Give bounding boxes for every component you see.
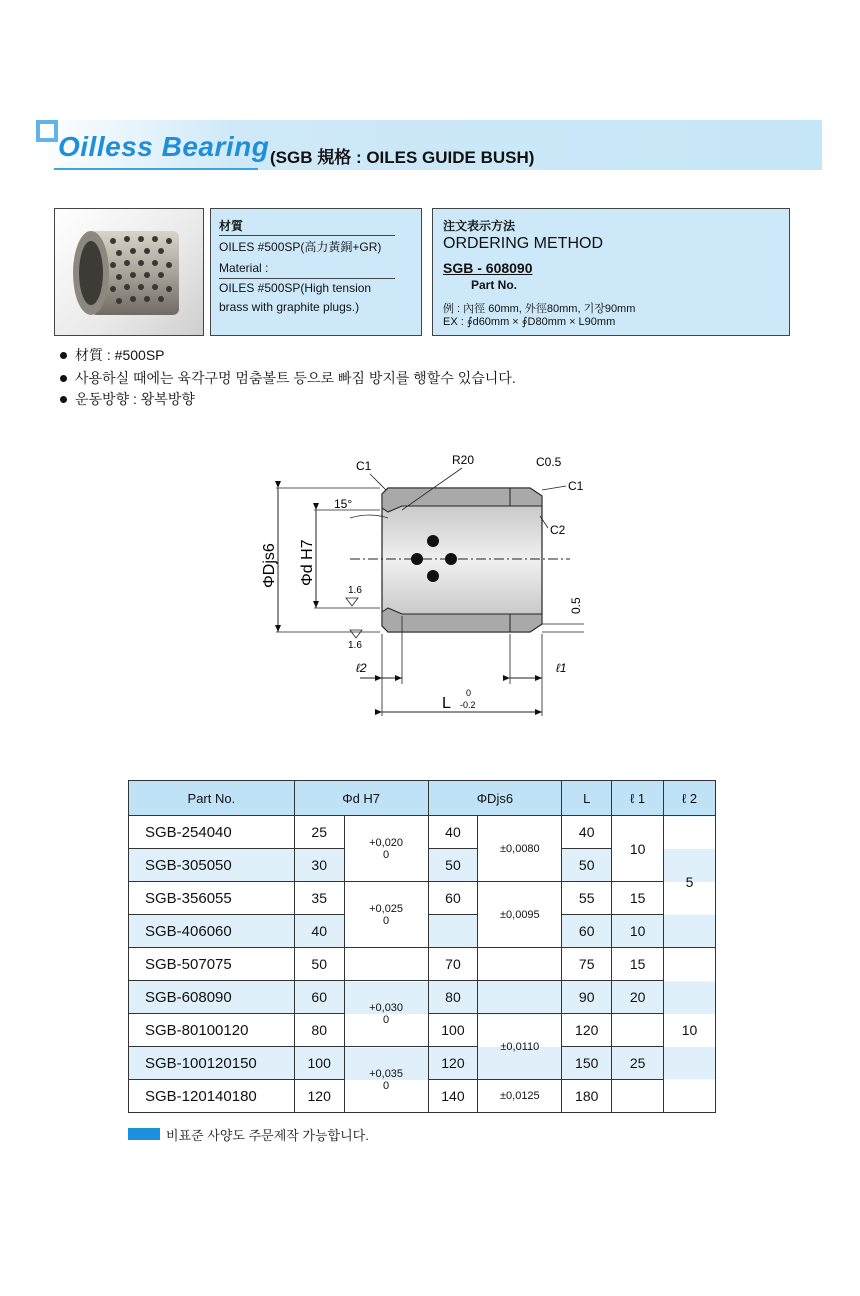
cell-D: 100 [428,1014,478,1047]
material-value-jp: OILES #500SP(高力黃銅+GR) [219,240,382,254]
header-l2: ℓ 2 [664,781,716,816]
bushing-image-icon [55,209,203,335]
cell-l2: 5 [664,816,716,948]
cell-D-tol [478,948,562,981]
material-box [210,208,422,336]
cell-part: SGB-305050 [129,849,295,882]
label-c05: C0.5 [536,455,562,469]
ordering-heading: ORDERING METHOD [443,235,603,252]
dim-L-tol-down: -0.2 [460,700,476,710]
dim-L: L [442,695,451,712]
material-value-en-2: brass with graphite plugs.) [219,300,360,314]
material-label-jp: 材質 [219,219,244,233]
cell-D: 140 [428,1080,478,1113]
cell-D-tol: ±0,0095 [478,882,562,948]
ordering-example-2: EX : ∮d60mm × ∮D80mm × L90mm [443,316,616,328]
bullet-material: 材質 : #500SP [60,345,165,365]
cell-D-tol [478,981,562,1014]
cell-part: SGB-120140180 [129,1080,295,1113]
table-row [129,948,716,981]
dim-L-tol-up: 0 [466,688,472,698]
cell-part: SGB-406060 [129,915,295,948]
bullet-motion: 운동방향 : 왕복방향 [60,389,195,409]
dim-l1: ℓ1 [556,661,567,675]
cell-l1 [612,1080,664,1113]
bullet-icon [60,352,67,359]
cell-L: 50 [562,849,612,882]
cell-D-tol: ±0,0125 [478,1080,562,1113]
material-value-en-1: OILES #500SP(High tension [219,281,372,295]
material-label-en: Material : [219,261,269,275]
cell-D: 70 [428,948,478,981]
cell-L: 90 [562,981,612,1014]
cell-d: 35 [294,882,344,915]
roughness-2: 1.6 [348,640,362,651]
cell-part: SGB-254040 [129,816,295,849]
dim-phi-d: Φd H7 [299,539,316,586]
cell-L: 60 [562,915,612,948]
cell-D: 80 [428,981,478,1014]
dim-phi-D: ΦDjs6 [261,543,278,588]
table-header-row [129,781,716,816]
cell-d-tol: +0,020 0 [344,816,428,882]
cell-part: SGB-608090 [129,981,295,1014]
label-c2: C2 [550,523,566,537]
label-c1-right: C1 [568,479,584,493]
label-angle: 15° [334,497,353,511]
header-l1: ℓ 1 [612,781,664,816]
cell-d: 25 [294,816,344,849]
bullet-icon [60,396,67,403]
page-subtitle: (SGB 規格 : OILES GUIDE BUSH) [270,148,535,167]
table-row [129,1047,716,1080]
bullet-icon [60,375,67,382]
header-d: Φd H7 [294,781,428,816]
legend-text: 비표준 사양도 주문제작 가능합니다. [166,1128,369,1143]
spec-table [128,780,716,1113]
cell-l1: 10 [612,915,664,948]
cell-d-tol: +0,035 0 [344,1047,428,1113]
cell-D [428,915,478,948]
cell-d: 120 [294,1080,344,1113]
header-part-no: Part No. [129,781,295,816]
bushing-drawing [230,448,630,728]
cell-part: SGB-80100120 [129,1014,295,1047]
cell-d-tol [344,948,428,981]
ordering-label-jp: 注文表示方法 [443,219,516,233]
cell-l1: 25 [612,1047,664,1080]
cell-d: 80 [294,1014,344,1047]
cell-D: 60 [428,882,478,915]
cell-D-tol: ±0,0110 [478,1014,562,1080]
ordering-code: SGB - 608090 [443,260,533,276]
cell-L: 150 [562,1047,612,1080]
legend-swatch [128,1128,160,1140]
cell-L: 40 [562,816,612,849]
cell-D: 120 [428,1047,478,1080]
roughness-1: 1.6 [348,585,362,596]
ordering-part-no: Part No. [471,278,518,292]
cell-l1: 15 [612,882,664,915]
cell-part: SGB-507075 [129,948,295,981]
label-r20: R20 [452,453,475,467]
cell-d: 30 [294,849,344,882]
cell-D: 50 [428,849,478,882]
cell-l1 [612,1014,664,1047]
page-title: Oilless Bearing [58,131,270,162]
cell-part: SGB-356055 [129,882,295,915]
cell-l2: 10 [664,948,716,1113]
table-row [129,882,716,915]
cell-d: 100 [294,1047,344,1080]
cell-L: 120 [562,1014,612,1047]
cell-l1: 15 [612,948,664,981]
cell-L: 55 [562,882,612,915]
cell-d-tol: +0,025 0 [344,882,428,948]
header-D: ΦDjs6 [428,781,562,816]
cell-d: 40 [294,915,344,948]
title-underline [54,168,258,170]
header-L: L [562,781,612,816]
cell-D-tol: ±0,0080 [478,816,562,882]
cell-L: 180 [562,1080,612,1113]
cell-part: SGB-100120150 [129,1047,295,1080]
cell-d: 50 [294,948,344,981]
cell-D: 40 [428,816,478,849]
banner-square-inner [40,124,54,138]
bullet-usage: 사용하실 때에는 육각구멍 멈춤볼트 등으로 빠짐 방지를 행할수 있습니다. [60,368,516,388]
table-row [129,816,716,849]
table-row [129,981,716,1014]
bushing-photo [54,208,204,336]
ordering-example-1: 例 : 內徑 60mm, 外徑80mm, 기장90mm [443,303,636,315]
cell-d: 60 [294,981,344,1014]
label-c1-top: C1 [356,459,372,473]
dim-l2: ℓ2 [356,661,367,675]
cell-l1: 10 [612,816,664,882]
dim-05: 0.5 [569,597,583,614]
cell-d-tol: +0,030 0 [344,981,428,1047]
cell-l1: 20 [612,981,664,1014]
cell-L: 75 [562,948,612,981]
ordering-box [432,208,790,336]
